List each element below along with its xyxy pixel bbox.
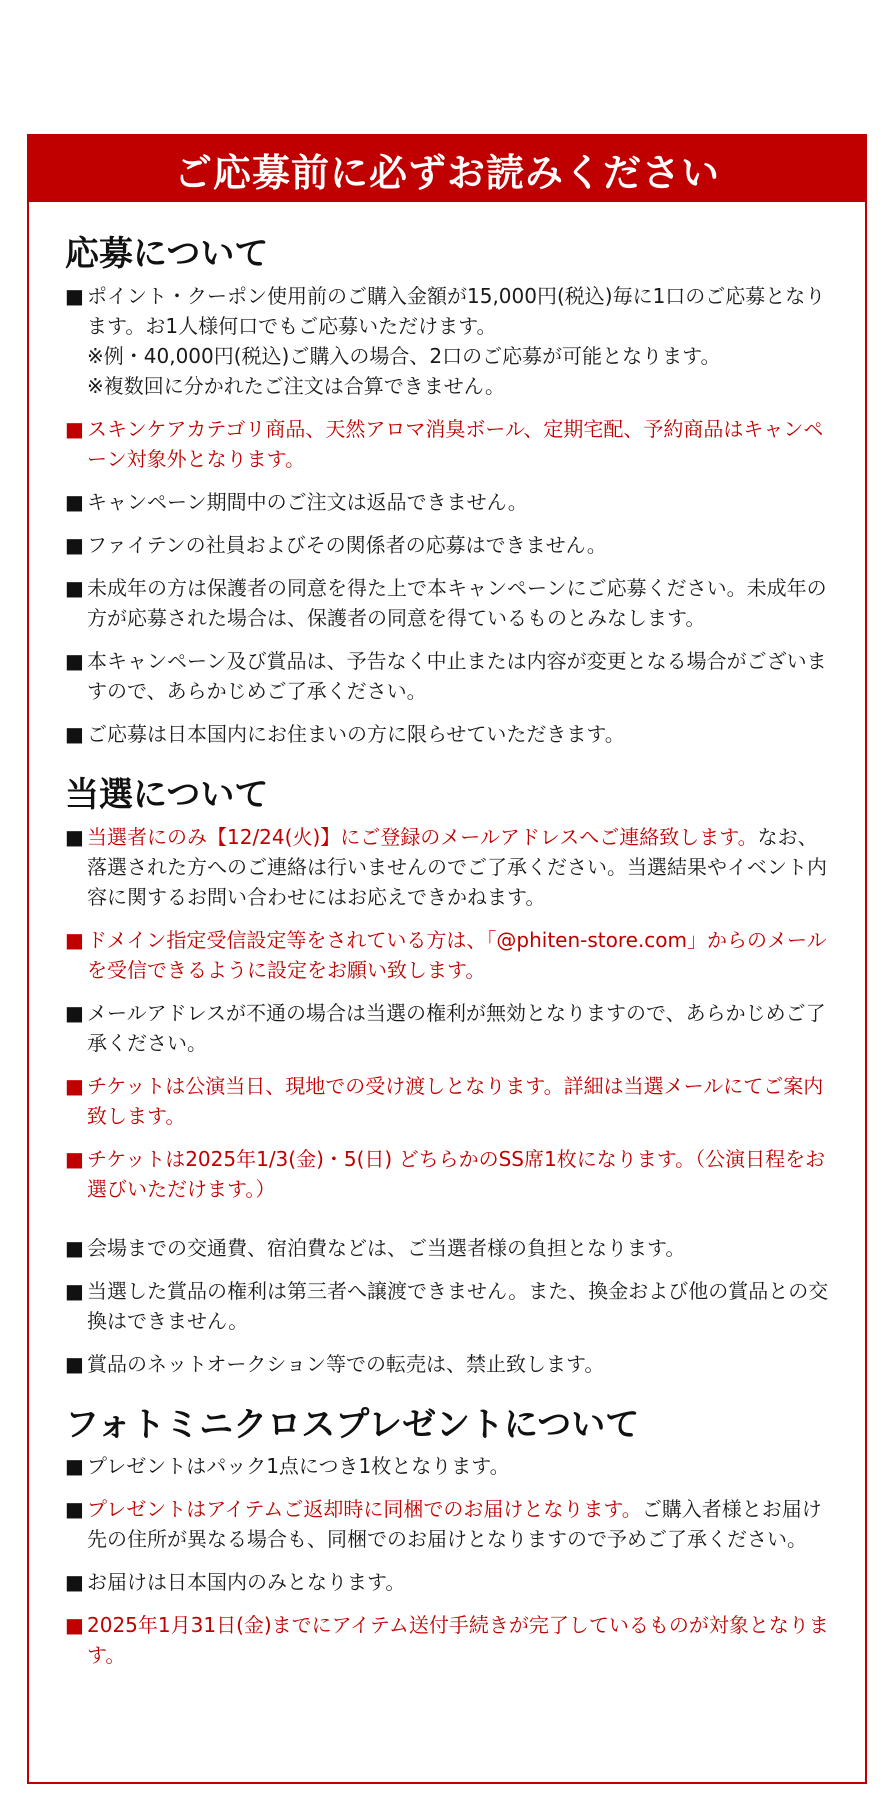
entry-item-employees	[65, 530, 835, 560]
entry-item-domestic-text: ご応募は日本国内にお住まいの方に限らせていただきます。	[87, 721, 625, 746]
photo-item-bundled-red: プレゼントはアイテムご返却時に同梱でのお届けとなります。	[87, 1497, 642, 1522]
winning-item-ticket-pickup	[65, 1071, 835, 1131]
bullet-icon: ■	[65, 824, 84, 849]
photo-item-deadline-text: 2025年1月31日(金)までにアイテム送付手続きが完了しているものが対象となります。	[87, 1613, 829, 1668]
spacer	[65, 1217, 835, 1233]
photo-item-domestic-text: お届けは日本国内のみとなります。	[87, 1570, 406, 1595]
winning-item-no-resale	[65, 1349, 835, 1379]
bullet-icon: ■	[65, 489, 84, 514]
entry-item-minors	[65, 573, 835, 633]
photo-item-per-pack	[65, 1451, 835, 1481]
section-title-entry: 応募について	[65, 234, 269, 274]
entry-item-excluded	[65, 414, 835, 474]
bullet-icon: ■	[65, 532, 84, 557]
entry-item-minors-text: 未成年の方は保護者の同意を得た上で本キャンペーンにご応募ください。未成年の方が応募された場合は、保護者の同意を得ているものとみなします。	[87, 575, 827, 630]
entry-item-changes-text: 本キャンペーン及び賞品は、予告なく中止または内容が変更となる場合がございますので、あらかじめご了承ください。	[87, 648, 827, 703]
winning-item-no-transfer	[65, 1276, 835, 1336]
winning-item-notification-text: なお、落選された方へのご連絡は行いませんのでご了承ください。当選結果やイベント内容に関するお問い合わせにはお応えできかねます。	[87, 824, 827, 909]
winning-item-domain	[65, 925, 835, 985]
entry-item-purchase-note2: ※複数回に分かれたご注文は合算できません。	[87, 373, 505, 398]
winning-item-notification	[65, 822, 835, 912]
bullet-icon: ■	[65, 1073, 84, 1098]
bullet-icon: ■	[65, 416, 84, 441]
winning-item-invalid-email-text: メールアドレスが不通の場合は当選の権利が無効となりますので、あらかじめご了承ください。	[87, 1000, 826, 1055]
notice-title: ご応募前に必ずお読みください	[173, 150, 720, 195]
notice-body	[29, 202, 865, 1670]
entry-item-no-return-text: キャンペーン期間中のご注文は返品できません。	[87, 489, 528, 514]
entry-item-purchase-text: ポイント・クーポン使用前のご購入金額が15,000円(税込)毎に1口のご応募となります。お1人様何口でもご応募いただけます。	[87, 283, 826, 338]
entry-item-no-return	[65, 487, 835, 517]
bullet-icon: ■	[65, 1613, 84, 1638]
winning-item-expenses-text: 会場までの交通費、宿泊費などは、ご当選者様の負担となります。	[87, 1235, 686, 1260]
photo-item-deadline	[65, 1610, 835, 1670]
photo-item-domestic	[65, 1567, 835, 1597]
bullet-icon: ■	[65, 1351, 84, 1376]
notice-box	[27, 134, 867, 1784]
winning-item-ticket-dates-text: チケットは2025年1/3(金)・5(日) どちらかのSS席1枚になります。（公演日程をお選びいただけます。）	[87, 1146, 826, 1201]
notice-header	[29, 136, 865, 202]
photo-item-bundled-text: ご購入者様とお届け先の住所が異なる場合も、同梱でのお届けとなりますので予めご了承ください。	[87, 1497, 822, 1552]
photo-item-per-pack-text: プレゼントはパック1点につき1枚となります。	[87, 1454, 510, 1479]
winning-item-domain-text: ドメイン指定受信設定等をされている方は、「@phiten-store.com」からのメールを受信できるように設定をお願い致します。	[87, 927, 827, 982]
bullet-icon: ■	[65, 1497, 84, 1522]
section-photo	[65, 1405, 835, 1671]
winning-item-no-transfer-text: 当選した賞品の権利は第三者へ譲渡できません。また、換金および他の賞品との交換はできません。	[87, 1278, 829, 1333]
entry-item-employees-text: ファイテンの社員およびその関係者の応募はできません。	[87, 532, 607, 557]
winning-item-ticket-dates	[65, 1144, 835, 1204]
photo-item-bundled	[65, 1494, 835, 1554]
bullet-icon: ■	[65, 1000, 84, 1025]
bullet-icon: ■	[65, 1454, 84, 1479]
section-entry	[65, 234, 835, 749]
winning-item-expenses	[65, 1233, 835, 1263]
winning-item-notification-red: 当選者にのみ【12/24(火)】にご登録のメールアドレスへご連絡致します。	[87, 824, 758, 849]
bullet-icon: ■	[65, 1278, 84, 1303]
bullet-icon: ■	[65, 1570, 84, 1595]
bullet-icon: ■	[65, 1235, 84, 1260]
entry-item-excluded-text: スキンケアカテゴリ商品、天然アロマ消臭ボール、定期宅配、予約商品はキャンペーン対象外となります。	[87, 416, 824, 471]
entry-item-domestic	[65, 719, 835, 749]
entry-item-purchase	[65, 281, 835, 401]
entry-item-purchase-note1: ※例・40,000円(税込)ご購入の場合、2口のご応募が可能となります。	[87, 343, 721, 368]
bullet-icon: ■	[65, 927, 84, 952]
bullet-icon: ■	[65, 575, 84, 600]
bullet-icon: ■	[65, 283, 84, 308]
winning-item-no-resale-text: 賞品のネットオークション等での転売は、禁止致します。	[87, 1351, 605, 1376]
section-title-winning: 当選について	[65, 774, 269, 815]
section-title-photo: フォトミニクロスプレゼントについて	[65, 1404, 640, 1445]
bullet-icon: ■	[65, 721, 84, 746]
bullet-icon: ■	[65, 1146, 84, 1171]
entry-item-changes	[65, 646, 835, 706]
winning-item-ticket-pickup-text: チケットは公演当日、現地での受け渡しとなります。詳細は当選メールにてご案内致します。	[87, 1073, 824, 1128]
section-winning	[65, 775, 835, 1379]
winning-item-invalid-email	[65, 998, 835, 1058]
bullet-icon: ■	[65, 648, 84, 673]
